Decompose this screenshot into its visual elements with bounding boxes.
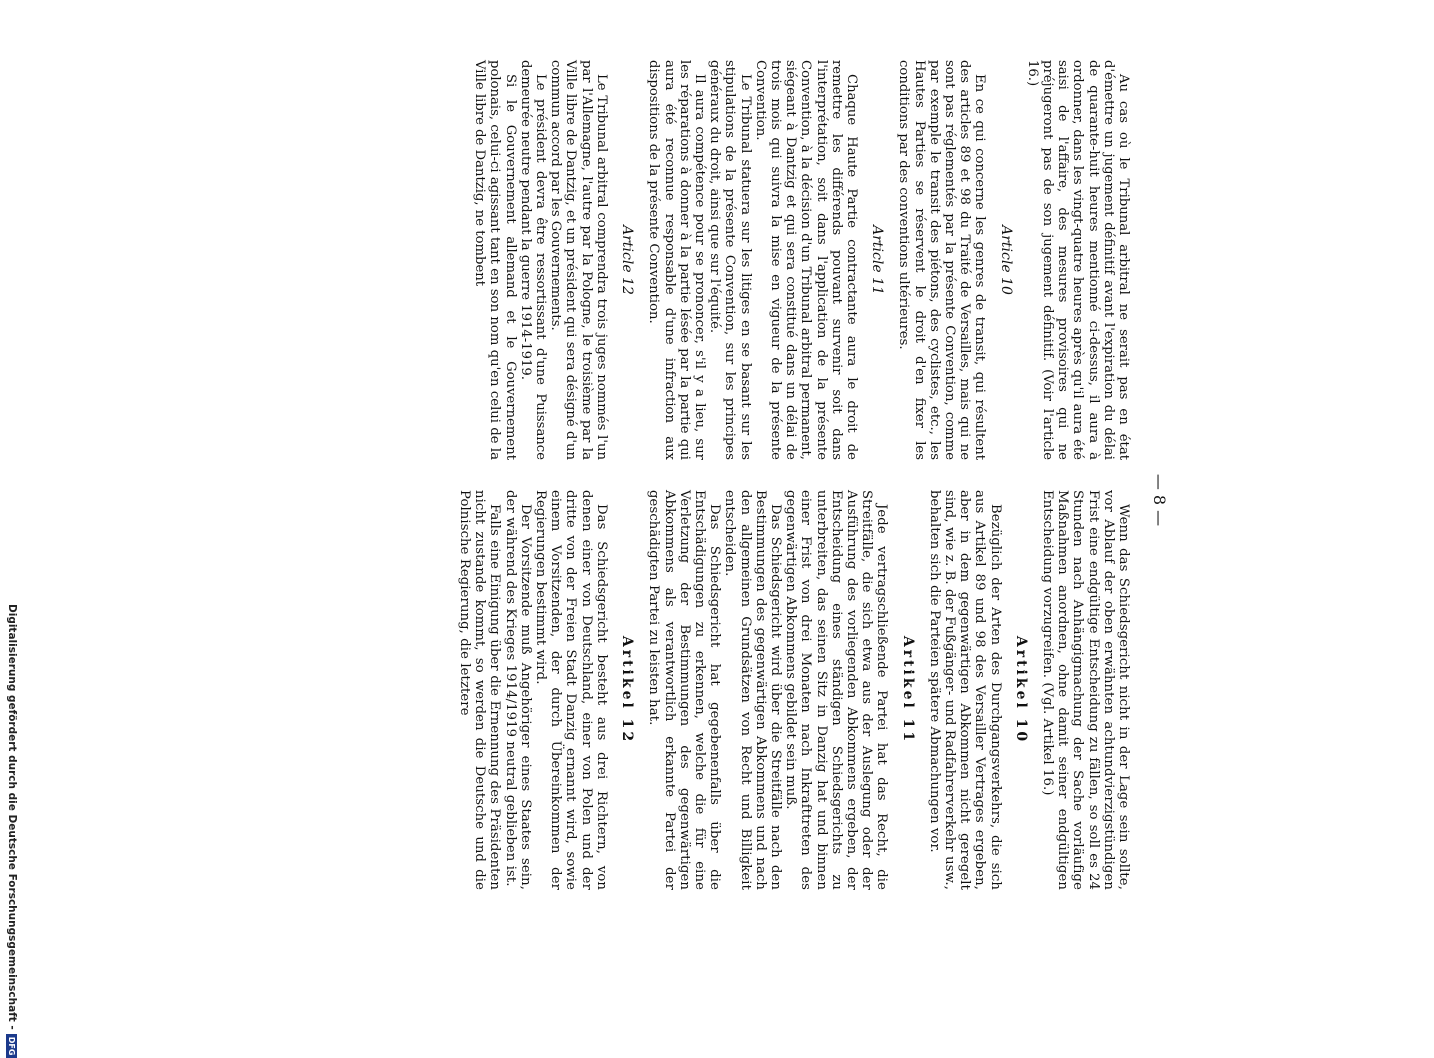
german-intro-paragraph: Wenn das Schiedsgericht nicht in der Lage sein sollte, vor Ablauf der oben erwähnten achtundvierzigstündigen Frist eine endgültige Entscheidung zu fällen, so soll es 24 Stunden nach Anhängigmachung der Sache vorläufige Maßnahmen anordnen, ohne damit seiner endgültigen Entscheidung vorzugreifen. (Vgl. Artikel 16.)	[1039, 490, 1131, 890]
french-article-10-paragraph: En ce qui concerne les genres de transit, qui résultent des articles 89 et 98 du Traité de Versailles, mais qui ne sont pas réglementés par la présente Convention, comme par exemple le transit des piétons, des cyclistes, etc., les Hautes Parties se réservent le droit d'en fixer les conditions par des conventions ultérieures.	[896, 60, 988, 460]
german-article-12-heading: Artikel 12	[619, 635, 636, 745]
french-article-11-paragraph-1: Chaque Haute Partie contractante aura le droit de remettre les différends pouvant survenir soit dans l'interprétation, soit dans l'application de la présente Convention, à la décision d'un Tribunal arbitral permanent, siégeant à Dantzig et qui sera constitué dans un délai de trois mois qui suivra la mise en vigueur de la présente Convention.	[752, 60, 859, 460]
french-article-12-paragraph-3: Si le Gouvernement allemand et le Gouvernement polonais, celui-ci agissant tant en son nom qu'en celui de la Ville libre de Dantzig, ne tombent	[472, 60, 518, 460]
credit-text: Digitalisierung gefördert durch die Deutsche Forschungsgemeinschaft -	[6, 604, 18, 1030]
german-article-12-paragraph-1: Das Schiedsgericht besteht aus drei Richtern, von denen einer von Deutschland, einer von Polen und der dritte von der Freien Stadt Danzig ernannt wird, sowie einem Vorsitzenden, der durch Übereinkommen der Regierungen bestimmt wird.	[533, 490, 609, 890]
german-column	[457, 490, 1131, 890]
german-article-12-paragraph-3: Falls eine Einigung über die Ernennung des Präsidenten nicht zustande kommt, so werden die Deutsche und die Polnische Regierung, die letztere	[457, 490, 503, 890]
digitization-credit-text	[5, 604, 19, 1056]
german-article-10-paragraph: Bezüglich der Arten des Durchgangsverkehrs, die sich aus Artikel 89 und 98 des Versailler Vertrages ergeben, aber in dem gegenwärtigen Abkommen nicht geregelt sind, wie z. B. der Fußgänger- und Radfahrerverkehr usw., behalten sich die Parteien spätere Abmachungen vor.	[926, 490, 1003, 890]
french-article-11-paragraph-2: Le Tribunal statuera sur les litiges en se basant sur les stipulations de la présente Convention, sur les principes généraux du droit, ainsi que sur l'équité.	[707, 60, 753, 460]
french-column	[472, 60, 1131, 460]
french-article-12-heading: Article 12	[619, 225, 636, 295]
french-intro-paragraph: Au cas où le Tribunal arbitral ne serait pas en état d'émettre un jugement définitif avant l'expiration du délai de quarante-huit heures mentionné ci-dessus, il aura à ordonner, dans les vingt-quatre heures après qu'il aura été saisi de l'affaire, des mesures provisoires qui ne préjugeront pas de son jugement définitif. (Voir l'article 16.)	[1024, 60, 1131, 460]
german-article-11-paragraph-1: Jede vertragschließende Partei hat das Recht, die Streitfälle, die sich etwa aus der Auslegung oder der Ausführung des vorliegenden Abkommens ergeben, der Entscheidung eines ständigen Schiedsgerichts zu unterbreiten, das seinen Sitz in Danzig hat und binnen einer Frist von drei Monaten nach Inkrafttreten des gegenwärtigen Abkommens gebildet sein muß.	[783, 490, 890, 890]
german-article-12-paragraph-2: Der Vorsitzende muß Angehöriger eines Staates sein, der während des Krieges 1914/1919 neutral geblieben ist.	[502, 490, 533, 890]
rotated-document-page	[217, 50, 1217, 950]
german-article-11-heading: Artikel 11	[899, 635, 916, 745]
german-article-10-heading: Artikel 10	[1012, 635, 1029, 745]
german-article-11-paragraph-3: Das Schiedsgericht hat gegebenenfalls über die Entschädigungen zu erkennen, welche die für eine Verletzung der Bestimmungen des gegenwärtigen Abkommens als verantwortlich erkannte Partei der geschädigten Partei zu leisten hat.	[646, 490, 723, 890]
dfg-logo: DFG	[7, 1034, 18, 1058]
french-article-12-paragraph-1: Le Tribunal arbitral comprendra trois juges nommés l'un par l'Allemagne, l'autre par la Pologne, le troisième par la Ville libre de Dantzig, et un président qui sera désigné d'un commun accord par les Gouvernements.	[548, 60, 609, 460]
german-article-11-paragraph-2: Das Schiedsgericht wird über die Streitfälle nach den Bestimmungen des gegenwärtigen Abkommens und nach den allgemeinen Grundsätzen von Recht und Billigkeit entscheiden.	[722, 490, 783, 890]
french-article-11-paragraph-3: Il aura compétence pour se prononcer, s'il y a lieu, sur les réparations à donner à la partie lésée par la partie qui aura été reconnue responsable d'une infraction aux dispositions de la présente Convention.	[646, 60, 707, 460]
page-number: — 8 —	[1150, 473, 1169, 527]
french-article-12-paragraph-2: Le président devra être ressortissant d'une Puissance demeurée neutre pendant la guerre 1914-1919.	[517, 60, 549, 460]
french-article-11-heading: Article 11	[869, 225, 886, 295]
digitization-credit	[0, 604, 24, 1056]
french-article-10-heading: Article 10	[997, 225, 1014, 295]
